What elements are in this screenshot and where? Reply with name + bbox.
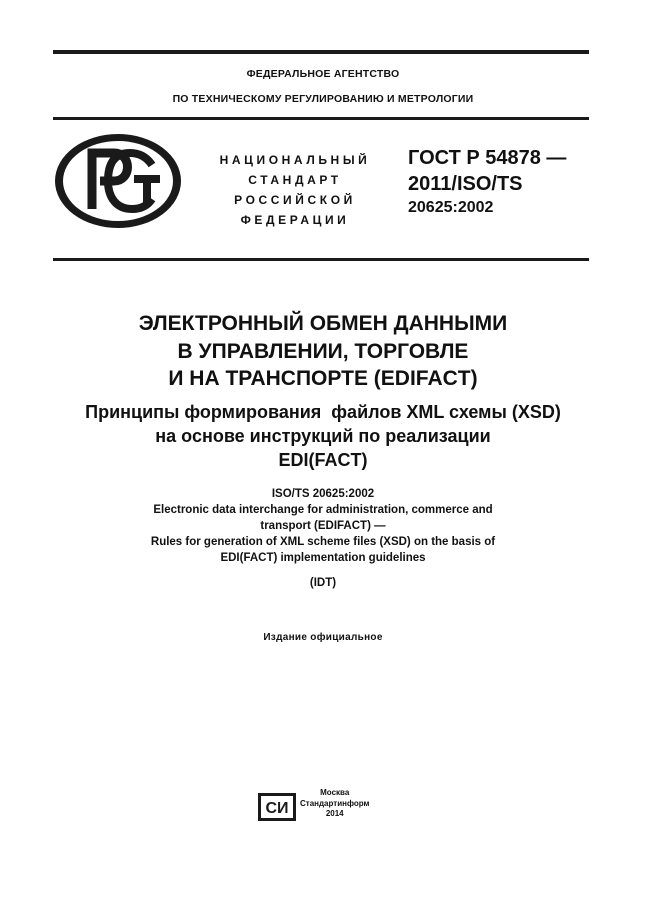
standard-number	[408, 145, 566, 219]
publisher-block	[300, 788, 369, 820]
english-line: Electronic data interchange for administration, commerce and	[153, 504, 493, 516]
idt-marker: (IDT)	[309, 577, 337, 589]
title-line: И НА ТРАНСПОРТЕ (EDIFACT)	[168, 367, 478, 390]
header-rule	[53, 117, 589, 120]
standard-type-line: ФЕДЕРАЦИИ	[240, 213, 350, 227]
english-line: Rules for generation of XML scheme files (XSD) on the basis of	[150, 536, 496, 548]
standard-type-line: РОССИЙСКОЙ	[234, 193, 356, 207]
english-line: transport (EDIFACT) —	[260, 520, 386, 532]
top-rule	[53, 50, 589, 54]
rst-logo-icon	[52, 131, 184, 231]
agency-line-1: ФЕДЕРАЛЬНОЕ АГЕНТСТВО	[246, 68, 400, 80]
title-line: ЭЛЕКТРОННЫЙ ОБМЕН ДАННЫМИ	[138, 312, 508, 335]
standard-number-line-3: 20625:2002	[408, 199, 494, 216]
english-title	[0, 486, 646, 566]
subtitle-line: EDI(FACT)	[278, 450, 368, 470]
title-line: В УПРАВЛЕНИИ, ТОРГОВЛЕ	[177, 339, 469, 363]
document-title	[0, 310, 646, 393]
publisher-year: 2014	[325, 809, 344, 818]
national-standard-label	[206, 150, 384, 230]
english-line: ISO/TS 20625:2002	[271, 488, 375, 500]
publisher-logo-icon	[258, 793, 296, 821]
standard-type-line: НАЦИОНАЛЬНЫЙ	[219, 153, 371, 167]
standard-number-line-2: 2011/ISO/TS	[408, 173, 523, 195]
english-line: EDI(FACT) implementation guidelines	[220, 552, 426, 564]
standard-type-line: СТАНДАРТ	[248, 173, 342, 187]
standard-number-line-1: ГОСТ Р 54878 —	[408, 147, 567, 169]
subtitle-line: на основе инструкций по реализации	[155, 426, 491, 446]
subtitle-line: Принципы формирования файлов XML схемы (XSD)	[85, 402, 561, 422]
document-subtitle	[0, 400, 646, 472]
publisher-logo-text: СИ	[265, 800, 289, 817]
section-rule	[53, 258, 589, 261]
edition-label: Издание официальное	[263, 632, 383, 643]
agency-line-2: ПО ТЕХНИЧЕСКОМУ РЕГУЛИРОВАНИЮ И МЕТРОЛОГИИ	[172, 93, 474, 105]
publisher-name: Стандартинформ	[300, 798, 370, 808]
publisher-city: Москва	[320, 788, 350, 797]
